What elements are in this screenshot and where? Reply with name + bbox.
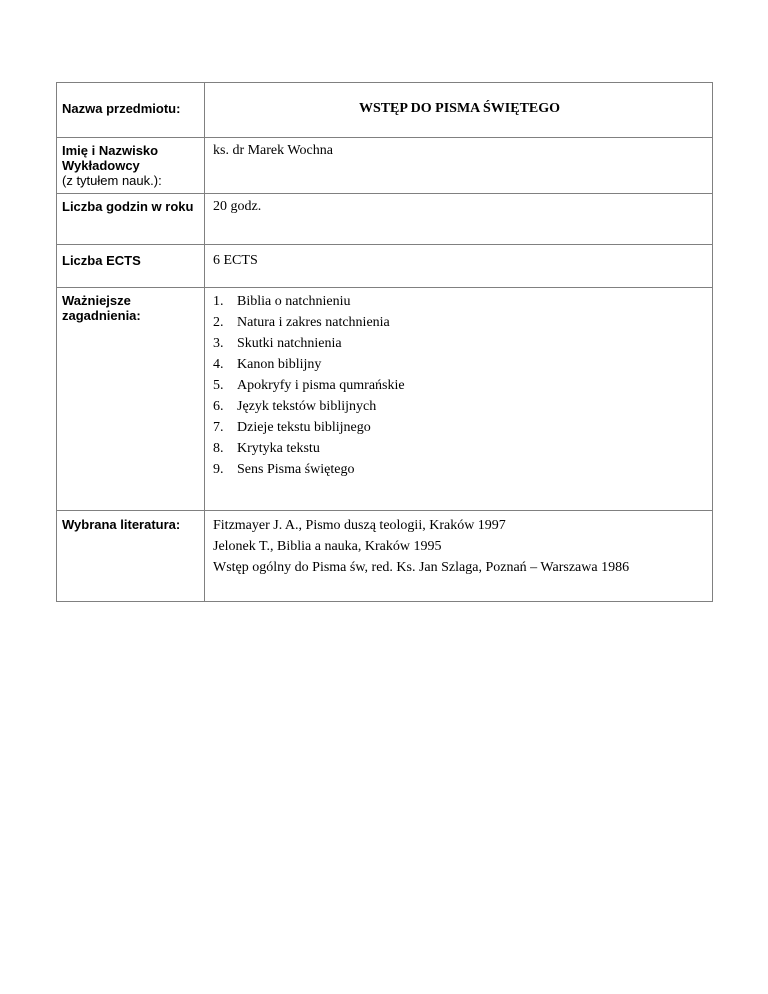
row-subject [57, 83, 713, 138]
literature-item: Wstęp ogólny do Pisma św, red. Ks. Jan Szlaga, Poznań – Warszawa 1986 [213, 560, 630, 575]
row-literature [57, 511, 713, 602]
literature-list [205, 511, 712, 578]
literature-label: Wybrana literatura: [62, 517, 181, 532]
topic-item: 2. Natura i zakres natchnienia [213, 315, 390, 330]
literature-item: Jelonek T., Biblia a nauka, Kraków 1995 [213, 539, 442, 554]
lecturer-value-cell [205, 138, 713, 194]
row-lecturer [57, 138, 713, 194]
topic-item: 6. Język tekstów biblijnych [213, 399, 377, 414]
row-ects [57, 245, 713, 288]
subject-label: Nazwa przedmiotu: [62, 101, 181, 116]
course-title: WSTĘP DO PISMA ŚWIĘTEGO [358, 101, 561, 116]
hours-label-cell [57, 194, 205, 245]
syllabus-table [56, 82, 713, 602]
lecturer-name: ks. dr Marek Wochna [213, 143, 333, 158]
topic-item: 8. Krytyka tekstu [213, 441, 320, 456]
topic-item: 4. Kanon biblijny [213, 357, 322, 372]
ects-label: Liczba ECTS [62, 253, 141, 268]
ects-value-cell [205, 245, 713, 288]
hours-value: 20 godz. [213, 199, 262, 214]
topics-label: Ważniejsze zagadnienia: [62, 293, 141, 323]
subject-value-cell [205, 83, 713, 138]
topic-item: 9. Sens Pisma świętego [213, 462, 355, 477]
topic-item: 7. Dzieje tekstu biblijnego [213, 420, 371, 435]
ects-label-cell [57, 245, 205, 288]
topic-item: 1. Biblia o natchnieniu [213, 294, 351, 309]
topics-list [205, 288, 712, 480]
topic-item: 3. Skutki natchnienia [213, 336, 342, 351]
hours-value-cell [205, 194, 713, 245]
subject-label-cell [57, 83, 205, 138]
literature-label-cell [57, 511, 205, 602]
topics-value-cell [205, 288, 713, 511]
topics-label-cell [57, 288, 205, 511]
topic-item: 5. Apokryfy i pisma qumrańskie [213, 378, 405, 393]
hours-label: Liczba godzin w roku [62, 199, 194, 214]
row-hours [57, 194, 713, 245]
literature-item: Fitzmayer J. A., Pismo duszą teologii, Kraków 1997 [213, 518, 506, 533]
lecturer-label-main: Imię i Nazwisko Wykładowcy [62, 143, 159, 173]
row-topics [57, 288, 713, 511]
literature-value-cell [205, 511, 713, 602]
ects-value: 6 ECTS [213, 253, 258, 268]
lecturer-label-sub: (z tytułem nauk.): [62, 173, 162, 188]
lecturer-label-cell [57, 138, 205, 194]
lecturer-label [57, 138, 204, 188]
